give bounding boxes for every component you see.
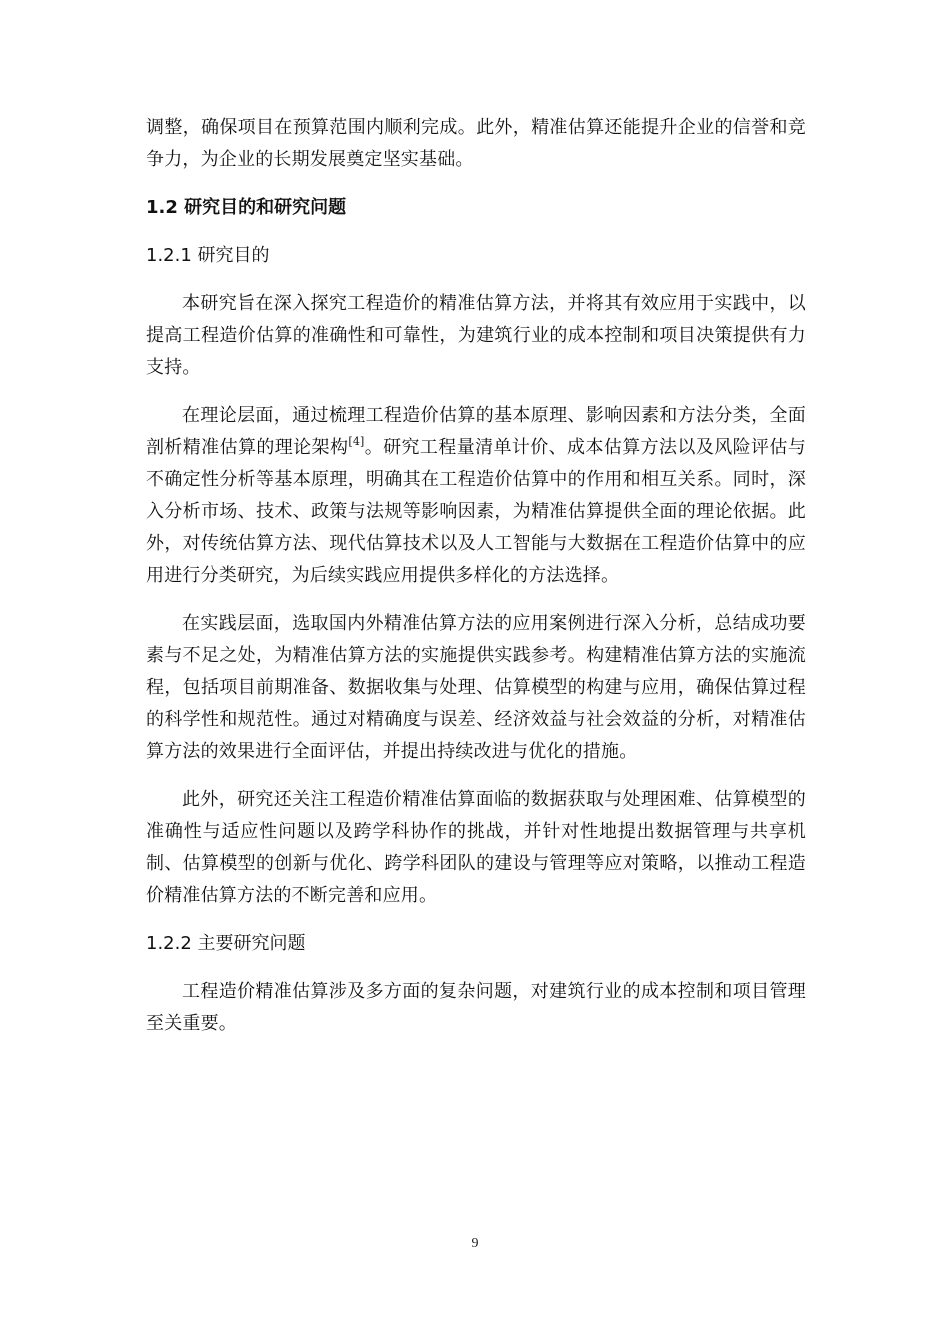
paragraph-theory-text-b: 。研究工程量清单计价、成本估算方法以及风险评估与不确定性分析等基本原理，明确其在工程造价估算中的作用和相互关系。同时，深入分析市场、技术、政策与法规等影响因素，为精准估算提供全面的理论依据。此外，对传统估算方法、现代估算技术以及人工智能与大数据在工程造价估算中的应用进行分类研究，为后续实践应用提供多样化的方法选择。	[146, 437, 806, 586]
subsection-heading-research-questions: 1.2.2 主要研究问题	[146, 933, 306, 954]
paragraph-challenges: 此外，研究还关注工程造价精准估算面临的数据获取与处理困难、估算模型的准确性与适应性问题以及跨学科协作的挑战，并针对性地提出数据管理与共享机制、估算模型的创新与优化、跨学科团队的建设与管理等应对策略，以推动工程造价精准估算方法的不断完善和应用。	[146, 789, 806, 906]
section-heading: 1.2 研究目的和研究问题	[146, 197, 347, 218]
paragraph-practice-level: 在实践层面，选取国内外精准估算方法的应用案例进行深入分析，总结成功要素与不足之处，为精准估算方法的实施提供实践参考。构建精准估算方法的实施流程，包括项目前期准备、数据收集与处理、估算模型的构建与应用，确保估算过程的科学性和规范性。通过对精确度与误差、经济效益与社会效益的分析，对精准估算方法的效果进行全面评估，并提出持续改进与优化的措施。	[146, 613, 806, 762]
citation-reference: [4]	[348, 435, 365, 448]
continued-paragraph: 调整，确保项目在预算范围内顺利完成。此外，精准估算还能提升企业的信誉和竞争力，为企业的长期发展奠定坚实基础。	[146, 117, 806, 170]
page-number: 9	[471, 1236, 479, 1251]
paragraph-research-aim: 本研究旨在深入探究工程造价的精准估算方法，并将其有效应用于实践中，以提高工程造价估算的准确性和可靠性，为建筑行业的成本控制和项目决策提供有力支持。	[146, 293, 806, 378]
paragraph-theory-text-a: 在理论层面，通过梳理工程造价估算的基本原理、影响因素和方法分类，全面剖析精准估算的理论架构	[146, 405, 806, 458]
page-body	[146, 112, 806, 1056]
paragraph-theory-level	[146, 400, 806, 592]
subsection-heading-research-purpose: 1.2.1 研究目的	[146, 245, 270, 266]
paragraph-questions-intro: 工程造价精准估算涉及多方面的复杂问题，对建筑行业的成本控制和项目管理至关重要。	[146, 981, 806, 1034]
